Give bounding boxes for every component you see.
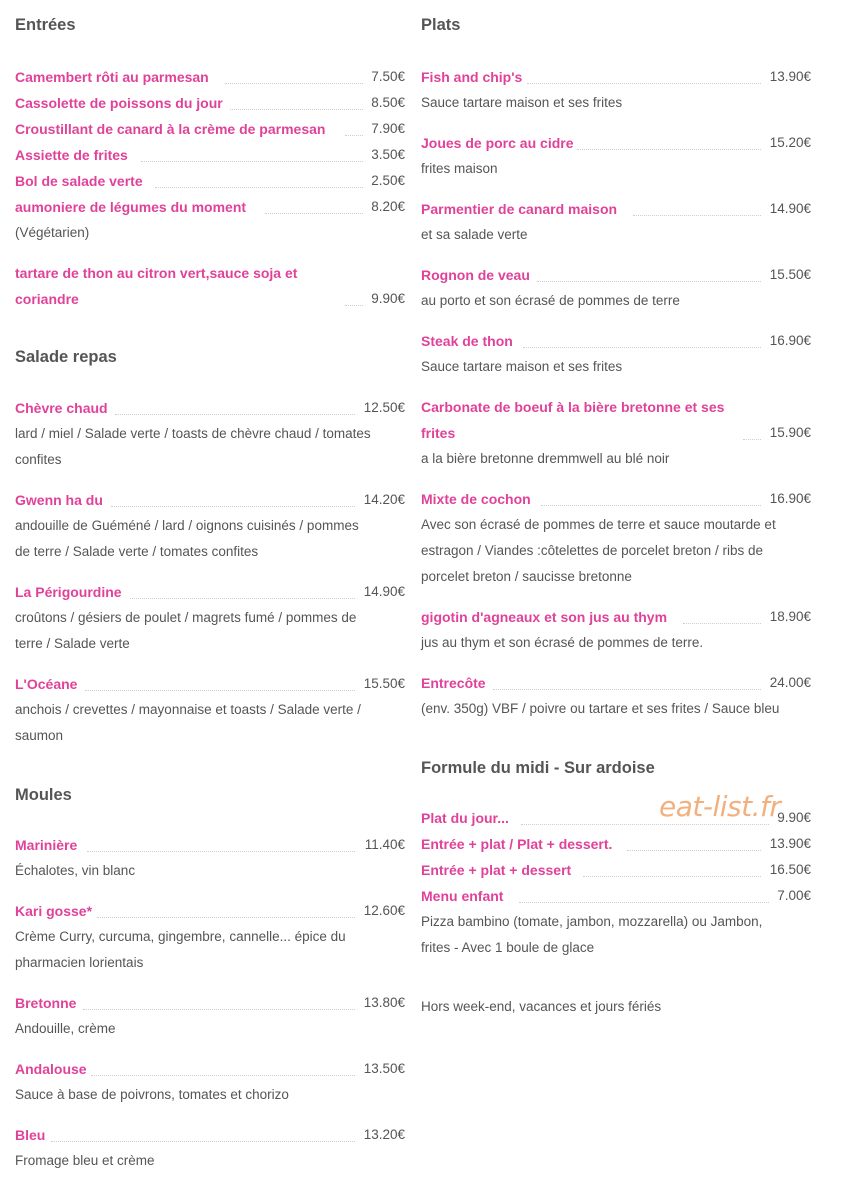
- item-price: 7.50€: [371, 69, 405, 84]
- dot-leader: [85, 690, 355, 691]
- dot-leader: [230, 109, 363, 110]
- dot-leader: [683, 623, 761, 624]
- dot-leader: [115, 414, 355, 415]
- item-name: Plat du jour...: [421, 810, 509, 826]
- item-price: 16.90€: [769, 333, 811, 348]
- item-name: Carbonate de boeuf à la bière bretonne et ses: [421, 399, 725, 415]
- item-description: Andouille, crème: [15, 1021, 116, 1036]
- dot-leader: [111, 506, 355, 507]
- item-name: Bleu: [15, 1127, 46, 1143]
- dot-leader: [521, 824, 769, 825]
- section-title-plats: Plats: [421, 16, 461, 34]
- item-price: 13.20€: [363, 1127, 405, 1142]
- item-price: 8.50€: [371, 95, 405, 110]
- item-price: 14.90€: [769, 201, 811, 216]
- item-price: 9.90€: [777, 810, 811, 825]
- item-description: au porto et son écrasé de pommes de terre: [421, 293, 680, 308]
- item-name: Entrée + plat / Plat + dessert.: [421, 836, 613, 852]
- menu-item: [421, 425, 811, 445]
- item-description: et sa salade verte: [421, 227, 528, 242]
- item-price: 15.50€: [769, 267, 811, 282]
- item-name: frites: [421, 425, 456, 441]
- item-name: Entrée + plat + dessert: [421, 862, 572, 878]
- dot-leader: [265, 213, 363, 214]
- menu-item: [15, 265, 405, 285]
- dot-leader: [155, 187, 363, 188]
- item-price: 16.90€: [769, 491, 811, 506]
- item-name: Kari gosse*: [15, 903, 93, 919]
- menu-item: [421, 399, 811, 419]
- dot-leader: [345, 135, 363, 136]
- item-price: 13.80€: [363, 995, 405, 1010]
- item-description: (env. 350g) VBF / poivre ou tartare et ses frites / Sauce bleu: [421, 701, 780, 716]
- item-description: lard / miel / Salade verte / toasts de chèvre chaud / tomates: [15, 426, 371, 441]
- dot-leader: [225, 83, 363, 84]
- section-title-salade: Salade repas: [15, 348, 117, 366]
- menu-item: [15, 492, 405, 512]
- menu-item: [421, 888, 811, 908]
- item-description: Crème Curry, curcuma, gingembre, cannelle... épice du: [15, 929, 346, 944]
- dot-leader: [345, 305, 363, 306]
- item-name: Croustillant de canard à la crème de parmesan: [15, 121, 326, 137]
- dot-leader: [87, 851, 355, 852]
- item-name: Joues de porc au cidre: [421, 135, 574, 151]
- item-price: 7.00€: [777, 888, 811, 903]
- item-price: 14.20€: [363, 492, 405, 507]
- menu-item: [15, 173, 405, 193]
- dot-leader: [577, 149, 761, 150]
- section-title-entrees: Entrées: [15, 16, 76, 34]
- item-name: Steak de thon: [421, 333, 513, 349]
- item-price: 14.90€: [363, 584, 405, 599]
- item-price: 24.00€: [769, 675, 811, 690]
- item-name: gigotin d'agneaux et son jus au thym: [421, 609, 668, 625]
- item-description: a la bière bretonne dremmwell au blé noir: [421, 451, 670, 466]
- section-title-moules: Moules: [15, 786, 72, 804]
- item-description: Sauce tartare maison et ses frites: [421, 95, 623, 110]
- item-name: Parmentier de canard maison: [421, 201, 618, 217]
- item-name: Andalouse: [15, 1061, 87, 1077]
- item-description: confites: [15, 452, 62, 467]
- dot-leader: [537, 281, 761, 282]
- item-name: Mixte de cochon: [421, 491, 531, 507]
- item-name: L'Océane: [15, 676, 78, 692]
- item-price: 13.90€: [769, 836, 811, 851]
- item-price: 2.50€: [371, 173, 405, 188]
- menu-item: [421, 862, 811, 882]
- item-price: 12.50€: [363, 400, 405, 415]
- item-name: Marinière: [15, 837, 78, 853]
- item-price: 13.90€: [769, 69, 811, 84]
- item-description: Échalotes, vin blanc: [15, 863, 136, 878]
- item-price: 15.90€: [769, 425, 811, 440]
- item-name: Gwenn ha du: [15, 492, 103, 508]
- menu-item: [15, 1061, 405, 1081]
- dot-leader: [51, 1141, 355, 1142]
- item-description: jus au thym et son écrasé de pommes de terre.: [421, 635, 704, 650]
- menu-item: [421, 201, 811, 221]
- dot-leader: [627, 850, 761, 851]
- item-description: porcelet breton / saucisse bretonne: [421, 569, 632, 584]
- item-price: 9.90€: [371, 291, 405, 306]
- item-price: 7.90€: [371, 121, 405, 136]
- item-price: 18.90€: [769, 609, 811, 624]
- menu-item: [15, 147, 405, 167]
- item-name: Menu enfant: [421, 888, 504, 904]
- item-description: de terre / Salade verte / tomates confites: [15, 544, 259, 559]
- item-price: 11.40€: [364, 837, 405, 852]
- dot-leader: [583, 876, 761, 877]
- menu-item: [421, 267, 811, 287]
- item-price: 12.60€: [363, 903, 405, 918]
- menu-item: [15, 837, 405, 857]
- item-name: Camembert rôti au parmesan: [15, 69, 209, 85]
- menu-item: [421, 135, 811, 155]
- item-name: Chèvre chaud: [15, 400, 108, 416]
- item-name: Bol de salade verte: [15, 173, 143, 189]
- menu-item: [421, 609, 811, 629]
- menu-item: [15, 1127, 405, 1147]
- item-name: aumoniere de légumes du moment: [15, 199, 247, 215]
- item-description: terre / Salade verte: [15, 636, 130, 651]
- item-description: (Végétarien): [15, 225, 90, 240]
- item-price: 15.50€: [363, 676, 405, 691]
- item-name: Bretonne: [15, 995, 77, 1011]
- menu-item: [15, 995, 405, 1015]
- dot-leader: [541, 505, 761, 506]
- menu-item: [15, 291, 405, 311]
- item-description: anchois / crevettes / mayonnaise et toasts / Salade verte /: [15, 702, 361, 717]
- item-description: estragon / Viandes :côtelettes de porcelet breton / ribs de: [421, 543, 763, 558]
- item-price: 15.20€: [769, 135, 811, 150]
- item-name: Entrecôte: [421, 675, 486, 691]
- dot-leader: [523, 347, 761, 348]
- item-description: Fromage bleu et crème: [15, 1153, 155, 1168]
- dot-leader: [519, 902, 769, 903]
- dot-leader: [141, 161, 363, 162]
- dot-leader: [97, 917, 355, 918]
- item-description: Avec son écrasé de pommes de terre et sauce moutarde et: [421, 517, 776, 532]
- menu-item: [421, 836, 811, 856]
- item-name: coriandre: [15, 291, 79, 307]
- menu-item: [15, 584, 405, 604]
- item-description: pharmacien lorientais: [15, 955, 144, 970]
- dot-leader: [743, 439, 761, 440]
- item-description: frites - Avec 1 boule de glace: [421, 940, 595, 955]
- menu-item: [421, 491, 811, 511]
- menu-item: [421, 333, 811, 353]
- menu-item: [15, 199, 405, 219]
- dot-leader: [633, 215, 761, 216]
- item-name: tartare de thon au citron vert,sauce soja et: [15, 265, 298, 281]
- dot-leader: [527, 83, 761, 84]
- item-name: Fish and chip's: [421, 69, 523, 85]
- dot-leader: [130, 598, 355, 599]
- dot-leader: [91, 1075, 355, 1076]
- item-name: Assiette de frites: [15, 147, 128, 163]
- menu-item: [15, 676, 405, 696]
- item-description: croûtons / gésiers de poulet / magrets fumé / pommes de: [15, 610, 357, 625]
- menu-item: [15, 121, 405, 141]
- menu-item: [15, 95, 405, 115]
- menu-item: [15, 400, 405, 420]
- watermark-text: eat-list.fr: [659, 790, 781, 823]
- section-title-formule: Formule du midi - Sur ardoise: [421, 759, 655, 777]
- formule-note: Hors week-end, vacances et jours fériés: [421, 999, 662, 1014]
- dot-leader: [83, 1009, 355, 1010]
- item-description: frites maison: [421, 161, 498, 176]
- menu-item: [15, 903, 405, 923]
- item-description: Sauce tartare maison et ses frites: [421, 359, 623, 374]
- item-description: saumon: [15, 728, 64, 743]
- menu-item: [421, 69, 811, 89]
- menu-item: [421, 675, 811, 695]
- menu-item: [15, 69, 405, 89]
- item-price: 16.50€: [769, 862, 811, 877]
- dot-leader: [493, 689, 761, 690]
- item-name: Rognon de veau: [421, 267, 530, 283]
- item-description: Pizza bambino (tomate, jambon, mozzarella) ou Jambon,: [421, 914, 763, 929]
- item-description: andouille de Guéméné / lard / oignons cuisinés / pommes: [15, 518, 359, 533]
- item-name: Cassolette de poissons du jour: [15, 95, 223, 111]
- item-price: 3.50€: [371, 147, 405, 162]
- item-price: 13.50€: [363, 1061, 405, 1076]
- item-name: La Périgourdine: [15, 584, 122, 600]
- item-price: 8.20€: [371, 199, 405, 214]
- item-description: Sauce à base de poivrons, tomates et chorizo: [15, 1087, 289, 1102]
